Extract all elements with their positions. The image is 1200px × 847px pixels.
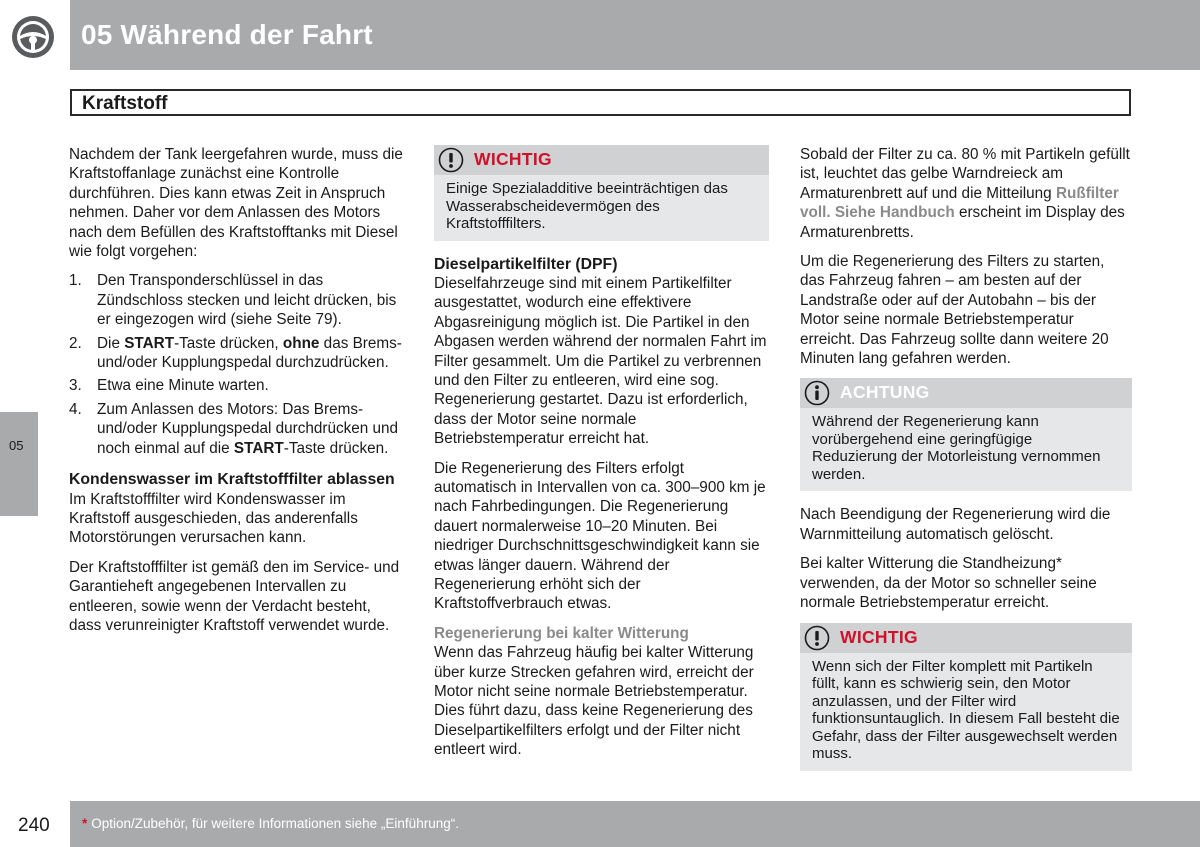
emphasis-ohne: ohne <box>282 334 320 352</box>
paragraph: Um die Regenerierung des Filters zu starten, das Fahrzeug fahren – am besten auf der Landstraße oder auf der Autobahn – bis der Motor seine normale Betriebstemperatur erreicht. Das Fahrzeug sollte dann weitere 20 Minuten lang gefahren werden. <box>800 253 1109 368</box>
paragraph: Die Regenerierung des Filters erfolgt automatisch in Intervallen von ca. 300–900 km je nach Fahrbedingungen. Die Regenerierung dauert normalerweise 10–20 Minuten. Bei niedriger Durchschnittsgeschwindigkeit kann sie etwas länger dauern. Während der Regenerierung erhöht sich der Kraftstoffverbrauch etwas. <box>434 459 766 613</box>
step-number: 1. <box>69 272 82 290</box>
section-header <box>70 89 1131 116</box>
exclamation-icon <box>438 147 464 173</box>
subheading-dpf: Dieselpartikelfilter (DPF) <box>434 255 618 273</box>
start-key-label: START <box>233 439 284 457</box>
important-callout <box>800 623 1132 771</box>
callout-label: ACHTUNG <box>840 382 930 403</box>
chapter-tab-label: 05 <box>9 438 24 453</box>
text-post: erscheint im Display des Armaturenbretts. <box>800 204 1125 241</box>
paragraph: Dieselfahrzeuge sind mit einem Partikelfilter ausgestattet, wodurch eine effektivere Abgasreinigung möglich ist. Die Partikel in den Abgasen werden während der normalen Fahrt im Filter gesammelt. Um die Partikel zu verbrennen und den Filter zu entleeren, wird eine sog. Regenerierung gestartet. Dazu ist erforderlich, dass der Motor seine normale Betriebstemperatur erreicht hat. <box>434 274 767 448</box>
callout-label: WICHTIG <box>474 149 552 169</box>
callout-header <box>800 378 1132 408</box>
note-callout <box>800 378 1132 491</box>
list-item <box>69 271 405 329</box>
chapter-tab <box>0 412 38 516</box>
column-2 <box>434 145 769 770</box>
callout-label: WICHTIG <box>840 626 918 647</box>
footnote <box>82 816 459 831</box>
callout-text: Während der Regenerierung kann vorübergehend eine geringfügige Reduzierung der Motorleistung vernommen werden. <box>812 413 1101 483</box>
step-text: Etwa eine Minute warten. <box>97 377 269 395</box>
paragraph: Bei kalter Witterung die Standheizung* verwenden, da der Motor so schneller seine normale Betriebstemperatur erreicht. <box>800 555 1097 612</box>
display-message: Rußfilter voll. Siehe Handbuch <box>800 184 1119 222</box>
text-pre: Sobald der Filter zu ca. 80 % mit Partikeln gefüllt ist, leuchtet das gelbe Warndreieck am Armaturenbrett auf und die Mitteilung <box>800 146 1130 202</box>
important-callout <box>434 145 769 241</box>
list-item <box>69 400 405 458</box>
step-text-post: das Brems- und/oder Kupplungspedal durchzudrücken. <box>97 334 402 372</box>
column-3 <box>800 145 1132 785</box>
subheading-kondenswasser: Kondenswasser im Kraftstofffilter ablassen <box>69 471 395 489</box>
paragraph: Im Kraftstofffilter wird Kondenswasser im Kraftstoff ausgeschieden, das anderenfalls Motorstörungen verursachen kann. <box>69 490 358 547</box>
subheading-kalte-witterung: Regenerierung bei kalter Witterung <box>434 624 689 642</box>
page-number: 240 <box>18 815 50 836</box>
header-icon-box <box>0 0 70 70</box>
callout-text: Einige Spezialadditive beeinträchtigen das Wasserabscheidevermögen des Kraftstofffilters. <box>446 180 728 232</box>
info-icon <box>804 380 830 406</box>
paragraph: Nach Beendigung der Regenerierung wird die Warnmitteilung automatisch gelöscht. <box>800 506 1111 543</box>
steering-wheel-icon <box>10 14 56 60</box>
step-text: Den Transponderschlüssel in das Zündschloss stecken und leicht drücken, bis er eingezogen wird (siehe Seite 79). <box>97 272 397 329</box>
step-text-post: -Taste drücken. <box>283 439 389 457</box>
step-text-pre: Die <box>97 334 125 352</box>
footnote-text: Option/Zubehör, für weitere Informationen siehe „Einführung“. <box>91 816 459 831</box>
step-number: 4. <box>69 400 82 418</box>
callout-header <box>800 623 1132 653</box>
page-title: 05 Während der Fahrt <box>81 19 373 50</box>
paragraph <box>800 145 1132 242</box>
footnote-star: * <box>82 816 88 831</box>
callout-text: Wenn sich der Filter komplett mit Partikeln füllt, kann es schwierig sein, den Motor anzulassen, und der Filter wird funktionsuntauglich. In diesem Fall besteht die Gefahr, dass der Filter ausgewechselt werden muss. <box>812 657 1120 762</box>
intro-paragraph: Nachdem der Tank leergefahren wurde, muss die Kraftstoffanlage zunächst eine Kontrolle durchführen. Dies kann etwas Zeit in Anspruch nehmen. Daher vor dem Anlassen des Motors nach dem Befüllen des Kraftstofftanks mit Diesel wie folgt vorgehen: <box>69 146 403 261</box>
list-item <box>69 376 405 395</box>
step-text-mid: -Taste drücken, <box>174 334 283 352</box>
callout-header <box>434 145 769 175</box>
step-number: 2. <box>69 334 82 352</box>
steps-list <box>69 271 405 458</box>
paragraph: Der Kraftstofffilter ist gemäß den im Service- und Garantieheft angegebenen Intervallen zu entleeren, sowie wenn der Verdacht besteht, dass verunreinigter Kraftstoff verwendet wurde. <box>69 558 400 634</box>
list-item <box>69 334 405 373</box>
step-text-pre: Zum Anlassen des Motors: Das Brems- und/oder Kupplungspedal durchdrücken und noch einmal auf die <box>97 400 399 457</box>
start-key-label: START <box>124 334 175 352</box>
step-number: 3. <box>69 377 82 395</box>
exclamation-icon <box>804 625 830 651</box>
column-1 <box>69 145 405 645</box>
section-title: Kraftstoff <box>82 93 168 114</box>
paragraph: Wenn das Fahrzeug häufig bei kalter Witterung über kurze Strecken gefahren wird, erreicht der Motor nicht seine normale Betriebstemperatur. Dies führt dazu, dass keine Regenerierung des Dieselpartikelfilters erfolgt und der Filter nicht entleert wird. <box>434 644 754 759</box>
